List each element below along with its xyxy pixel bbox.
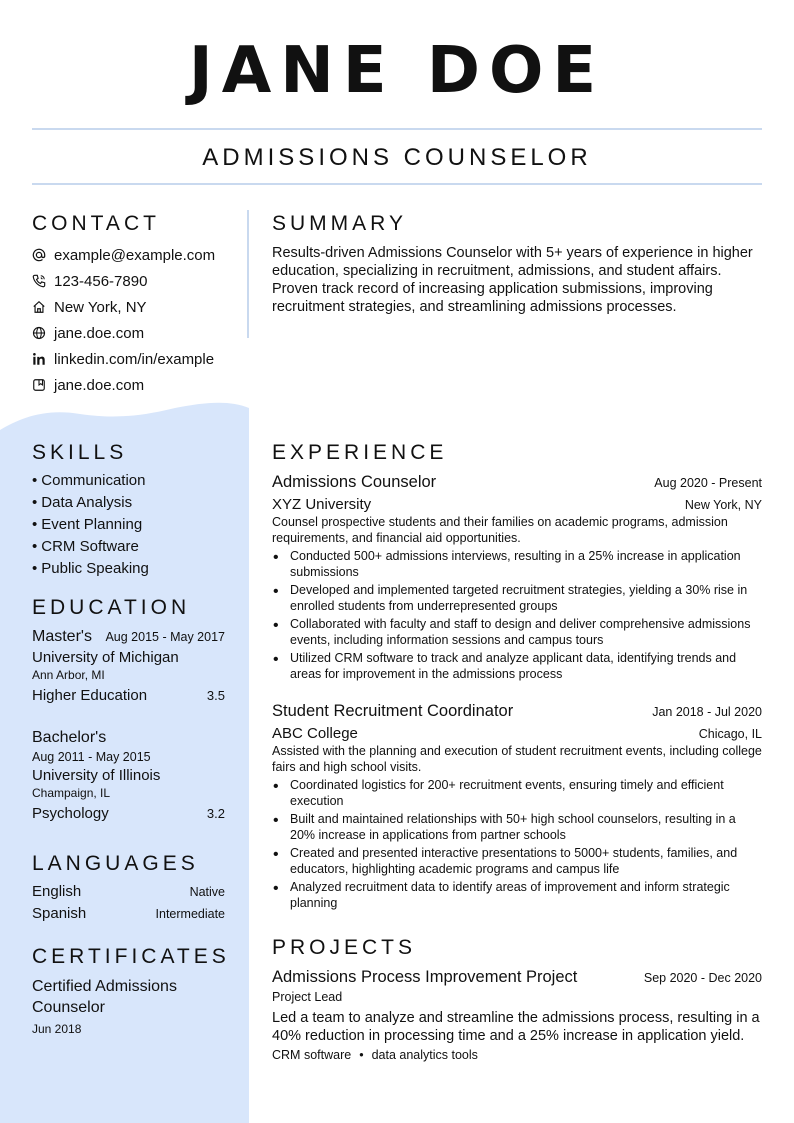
experience-entry xyxy=(272,473,762,685)
language-name: Spanish xyxy=(32,905,87,922)
skills-heading: SKILLS xyxy=(32,441,128,464)
job-bullet: • Built and maintained relationships with 50+ high school counselors, resulting in a 20% increase in applications from partner schools xyxy=(272,812,762,843)
language-level: Native xyxy=(189,885,225,899)
project-entry xyxy=(272,968,762,1062)
project-tag: data analytics tools xyxy=(371,1048,478,1062)
gpa: 3.5 xyxy=(206,688,225,703)
education-heading: EDUCATION xyxy=(32,596,191,619)
job-bullet: • Developed and implemented targeted recruitment strategies, yielding a 30% rise in enrolled students from underrepresented groups xyxy=(272,583,762,614)
summary-heading: SUMMARY xyxy=(272,212,407,235)
education-dates: Aug 2015 - May 2017 xyxy=(105,630,225,644)
skill-item: • Communication xyxy=(32,472,232,494)
contact-list xyxy=(32,242,232,398)
languages-list xyxy=(32,883,225,927)
language-row xyxy=(32,905,225,927)
contact-location-text: New York, NY xyxy=(54,298,147,316)
job-bullets xyxy=(272,778,762,911)
certificate-name: Certified Admissions Counselor xyxy=(32,978,177,1016)
contact-website-text: jane.doe.com xyxy=(54,324,145,342)
education-entry xyxy=(32,628,225,704)
skill-item: • Public Speaking xyxy=(32,560,232,582)
job-dates: Aug 2020 - Present xyxy=(654,476,762,490)
job-bullet: • Conducted 500+ admissions interviews, resulting in a 25% increase in application submissions xyxy=(272,549,762,580)
field-of-study: Higher Education xyxy=(32,687,148,704)
project-tags xyxy=(272,1048,762,1062)
certificate-date: Jun 2018 xyxy=(32,1022,82,1036)
project-title: Admissions Process Improvement Project xyxy=(272,968,578,986)
school-location: Ann Arbor, MI xyxy=(32,668,105,682)
contact-phone[interactable] xyxy=(32,268,232,294)
job-bullet: • Collaborated with faculty and staff to design and deliver comprehensive admissions events, including information sessions and campus tours xyxy=(272,617,762,648)
languages-heading: LANGUAGES xyxy=(32,852,199,875)
contact-heading: CONTACT xyxy=(32,212,160,235)
project-dates: Sep 2020 - Dec 2020 xyxy=(643,971,762,985)
contact-email[interactable] xyxy=(32,242,232,268)
project-description: Led a team to analyze and streamline the admissions process, resulting in a 40% reduction in processing time and a 25% increase in application yield. xyxy=(272,1010,760,1044)
job-title: ADMISSIONS COUNSELOR xyxy=(202,144,592,171)
contact-email-text: example@example.com xyxy=(54,246,216,264)
contact-linkedin-text: linkedin.com/in/example xyxy=(54,350,215,368)
certificate-entry xyxy=(32,976,225,1036)
contact-website[interactable] xyxy=(32,320,232,346)
column-divider xyxy=(247,210,249,338)
project-role: Project Lead xyxy=(272,990,343,1004)
degree: Bachelor's xyxy=(32,729,107,746)
job-bullet: • Utilized CRM software to track and analyze applicant data, identifying trends and areas for improvement in the admissions process xyxy=(272,651,762,682)
certificates-heading: CERTIFICATES xyxy=(32,945,230,968)
skill-item: • CRM Software xyxy=(32,538,232,560)
linkedin-icon xyxy=(32,351,54,367)
job-dates: Jan 2018 - Jul 2020 xyxy=(652,705,762,719)
globe-icon xyxy=(32,325,54,341)
contact-phone-text: 123-456-7890 xyxy=(54,272,148,290)
home-icon xyxy=(32,299,54,315)
school-name: University of Illinois xyxy=(32,767,161,784)
experience-entry xyxy=(272,702,762,914)
language-row xyxy=(32,883,225,905)
company-location: New York, NY xyxy=(684,498,762,512)
skill-item: • Event Planning xyxy=(32,516,232,538)
phone-icon xyxy=(32,273,54,289)
job-description: Counsel prospective students and their families on academic programs, admission requirements, and financial aid opportunities. xyxy=(272,515,728,545)
company-location: Chicago, IL xyxy=(698,727,762,741)
school-name: University of Michigan xyxy=(32,649,179,666)
contact-portfolio[interactable] xyxy=(32,372,232,398)
job-bullets xyxy=(272,549,762,682)
contact-linkedin[interactable] xyxy=(32,346,232,372)
job-bullet: • Analyzed recruitment data to identify areas of improvement and inform strategic planning xyxy=(272,880,762,911)
contact-location xyxy=(32,294,232,320)
job-bullet: • Created and presented interactive presentations to 5000+ students, families, and educators, highlighting academic programs and campus life xyxy=(272,846,762,877)
job-position: Admissions Counselor xyxy=(272,473,437,491)
skills-list xyxy=(32,472,232,582)
contact-portfolio-text: jane.doe.com xyxy=(54,376,145,394)
language-name: English xyxy=(32,883,82,900)
job-bullet: • Coordinated logistics for 200+ recruitment events, ensuring timely and efficient execution xyxy=(272,778,762,809)
experience-heading: EXPERIENCE xyxy=(272,441,448,464)
header-rule-bottom xyxy=(32,183,762,185)
field-of-study: Psychology xyxy=(32,805,109,822)
education-entry xyxy=(32,729,225,822)
language-level: Intermediate xyxy=(155,907,225,921)
company-name: ABC College xyxy=(272,725,358,742)
education-dates: Aug 2011 - May 2015 xyxy=(32,750,151,764)
school-location: Champaign, IL xyxy=(32,786,111,800)
header-rule-top xyxy=(32,128,762,130)
job-description: Assisted with the planning and execution of student recruitment events, including college fairs and high school visits. xyxy=(272,744,762,774)
summary-text: Results-driven Admissions Counselor with 5+ years of experience in higher education, specializing in recruitment, admissions, and student affairs. Proven track record of increasing application submissions, improving recruitment strategies, and streamlining admissions processes. xyxy=(272,245,753,315)
candidate-name: JANE DOE xyxy=(188,34,606,108)
at-icon xyxy=(32,247,54,263)
job-position: Student Recruitment Coordinator xyxy=(272,702,514,720)
tag-separator: • xyxy=(359,1048,364,1062)
company-name: XYZ University xyxy=(272,496,372,513)
gpa: 3.2 xyxy=(206,806,225,821)
project-tag: CRM software xyxy=(272,1048,352,1062)
projects-heading: PROJECTS xyxy=(272,936,417,959)
degree: Master's xyxy=(32,628,92,645)
skill-item: • Data Analysis xyxy=(32,494,232,516)
portfolio-icon xyxy=(32,377,54,393)
